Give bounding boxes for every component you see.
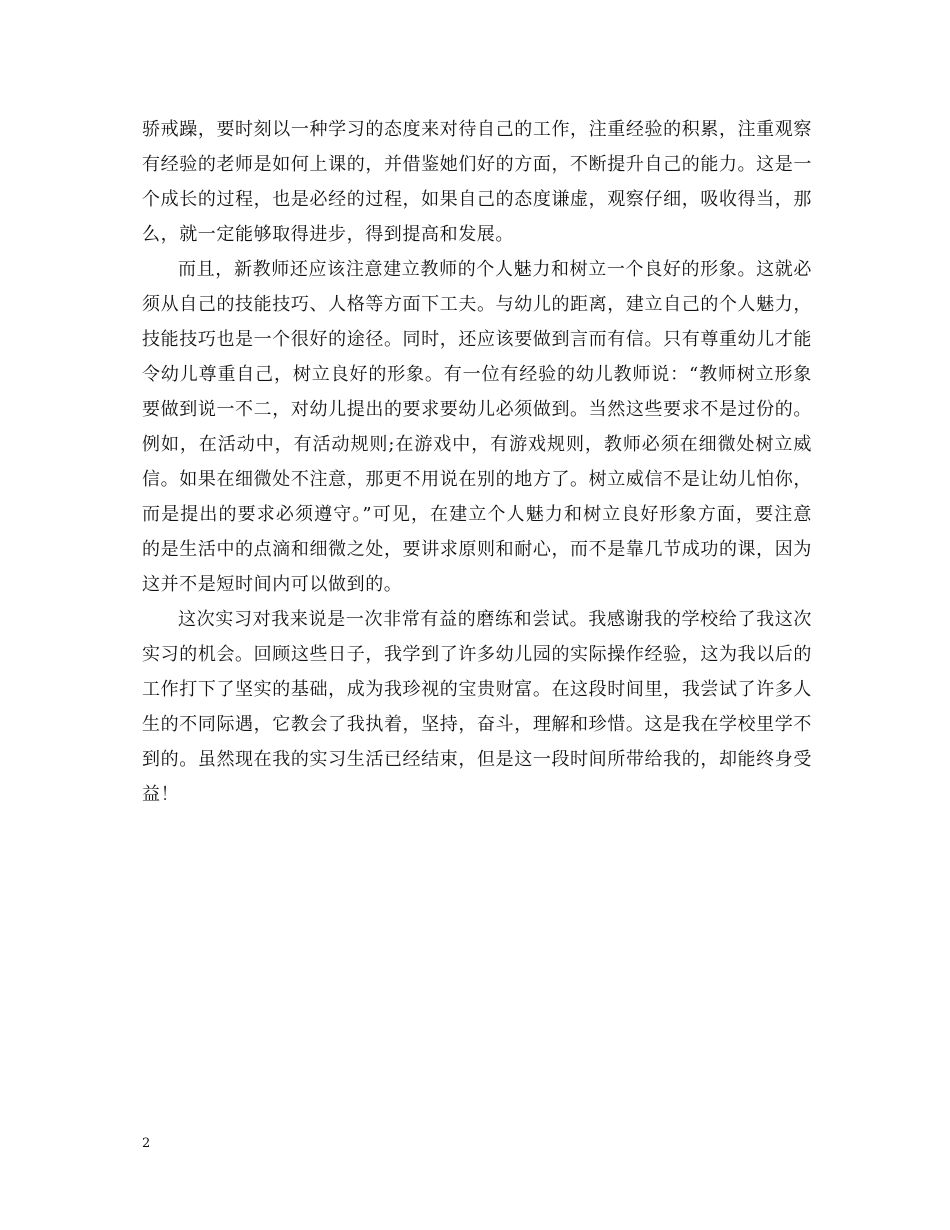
- paragraph-internship-conclusion: 这次实习对我来说是一次非常有益的磨练和尝试。我感谢我的学校给了我这次实习的机会。回顾这些日子，我学到了许多幼儿园的实际操作经验，这为我以后的工作打下了坚实的基础，成为我珍视的宝贵财富。在这段时间里，我尝试了许多人生的不同际遇，它教会了我执着，坚持，奋斗，理解和珍惜。这是我在学校里学不到的。虽然现在我的实习生活已经结束，但是这一段时间所带给我的，却能终身受益！: [142, 609, 812, 805]
- paragraph-teacher-image: 而且，新教师还应该注意建立教师的个人魅力和树立一个良好的形象。这就必须从自己的技能技巧、人格等方面下工夫。与幼儿的距离，建立自己的个人魅力，技能技巧也是一个很好的途径。同时，还应该要做到言而有信。只有尊重幼儿才能令幼儿尊重自己，树立良好的形象。有一位有经验的幼儿教师说：“教师树立形象要做到说一不二，对幼儿提出的要求要幼儿必须做到。当然这些要求不是过份的。例如，在活动中，有活动规则;在游戏中，有游戏规则，教师必须在细微处树立威信。如果在细微处不注意，那更不用说在别的地方了。树立威信不是让幼儿怕你，而是提出的要求必须遵守。”可见，在建立个人魅力和树立良好形象方面，要注意的是生活中的点滴和细微之处，要讲求原则和耐心，而不是靠几节成功的课，因为这并不是短时间内可以做到的。: [142, 259, 812, 595]
- paragraph-continuation: 骄戒躁，要时刻以一种学习的态度来对待自己的工作，注重经验的积累，注重观察有经验的老师是如何上课的，并借鉴她们好的方面，不断提升自己的能力。这是一个成长的过程，也是必经的过程，如果自己的态度谦虚，观察仔细，吸收得当，那么，就一定能够取得进步，得到提高和发展。: [142, 119, 812, 245]
- body-text: [142, 112, 812, 812]
- page-number: 2: [142, 1136, 151, 1151]
